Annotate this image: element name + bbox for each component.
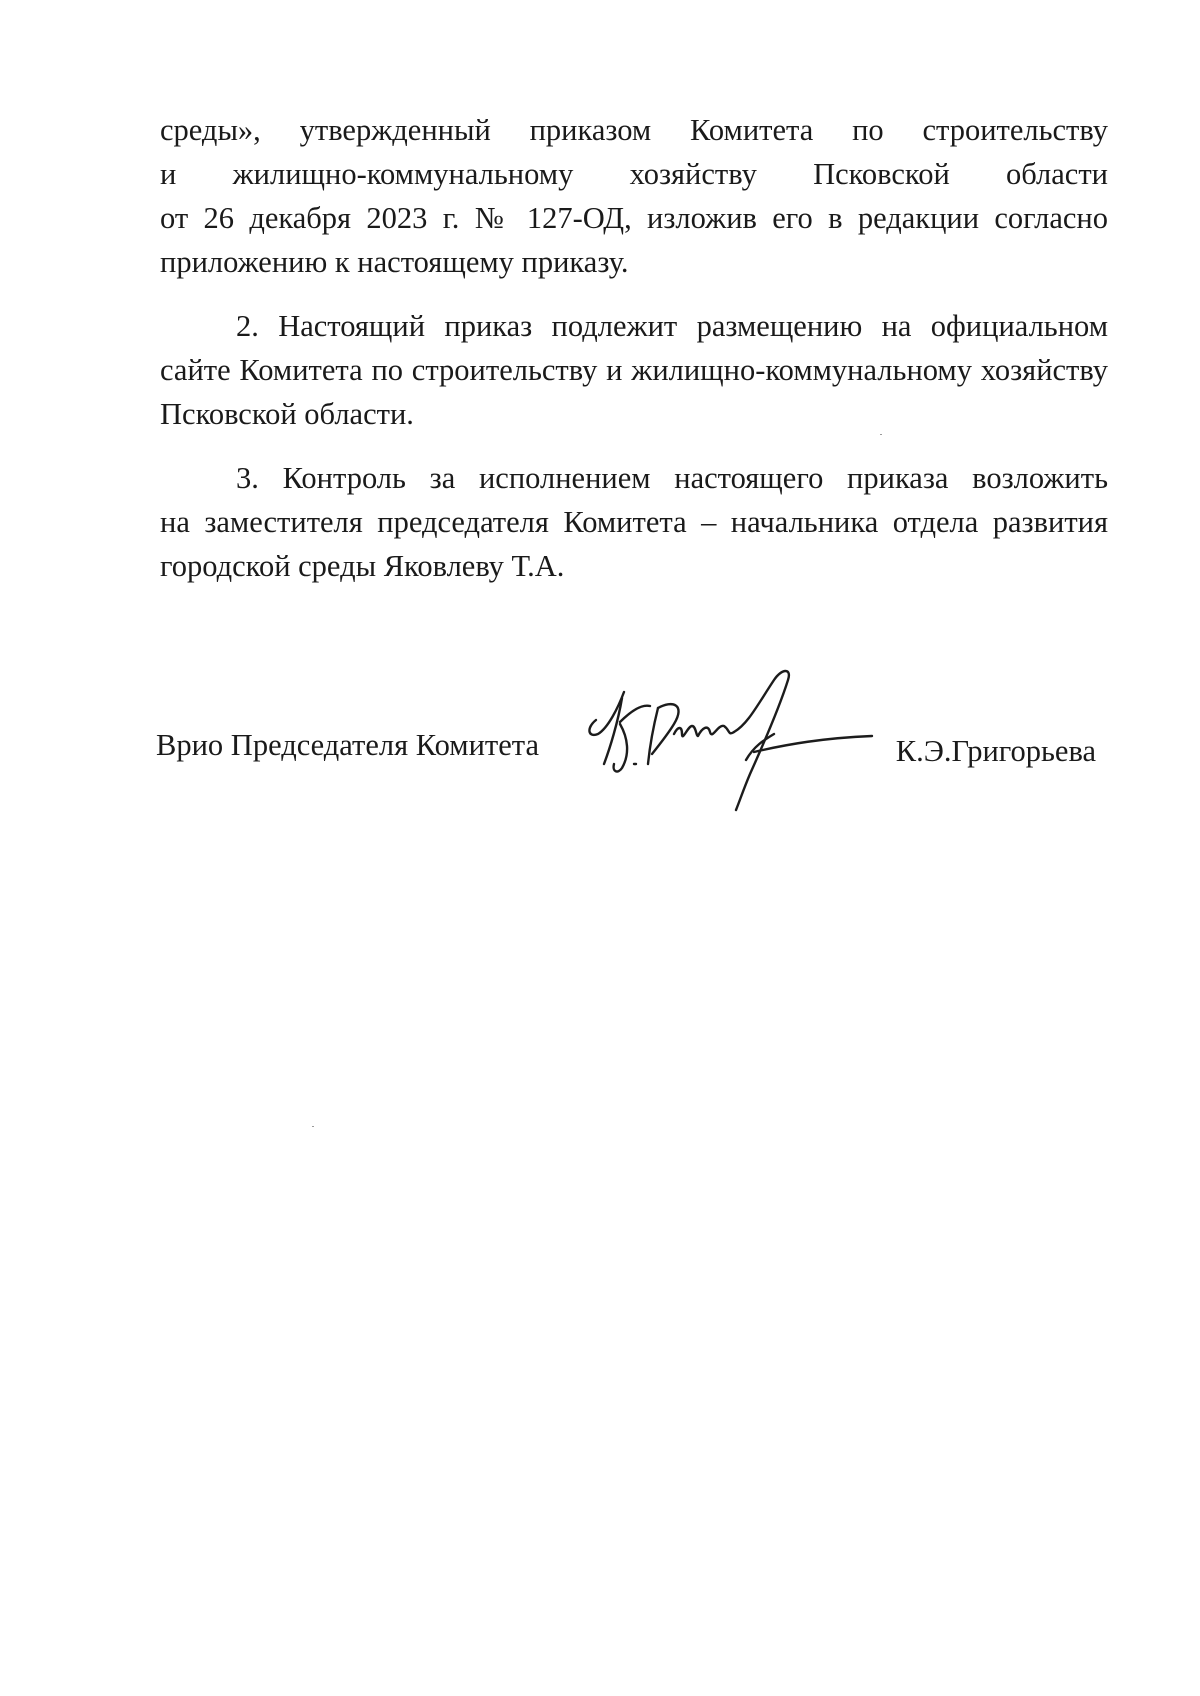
text-line: городской среды Яковлеву Т.А. [160,549,565,583]
text-line: Псковской области. [160,397,414,431]
paragraph-3 [160,456,1108,588]
document-body [160,108,1108,608]
signatory-name: К.Э.Григорьева [895,734,1096,768]
text-line: от 26 декабря 2023 г. № 127-ОД, изложив его в редакции согласно [160,201,1108,235]
handwritten-signature-icon [578,664,878,814]
text-line: приложению к настоящему приказу. [160,245,629,279]
text-line: 3. Контроль за исполнением настоящего приказа возложить [236,461,1108,495]
paragraph-2 [160,304,1108,436]
text-line: сайте Комитета по строительству и жилищно-коммунальному хозяйству [160,353,1108,387]
scan-speck [312,1126,314,1127]
text-line: и жилищно-коммунальному хозяйству Псковской области [160,157,1108,191]
text-line: среды», утвержденный приказом Комитета по строительству [160,113,1108,147]
signatory-position: Врио Председателя Комитета [156,728,539,762]
text-line: на заместителя председателя Комитета – начальника отдела развития [160,505,1108,539]
text-line: 2. Настоящий приказ подлежит размещению на официальном [236,309,1108,343]
paragraph-1 [160,108,1108,284]
scan-speck [880,434,882,435]
